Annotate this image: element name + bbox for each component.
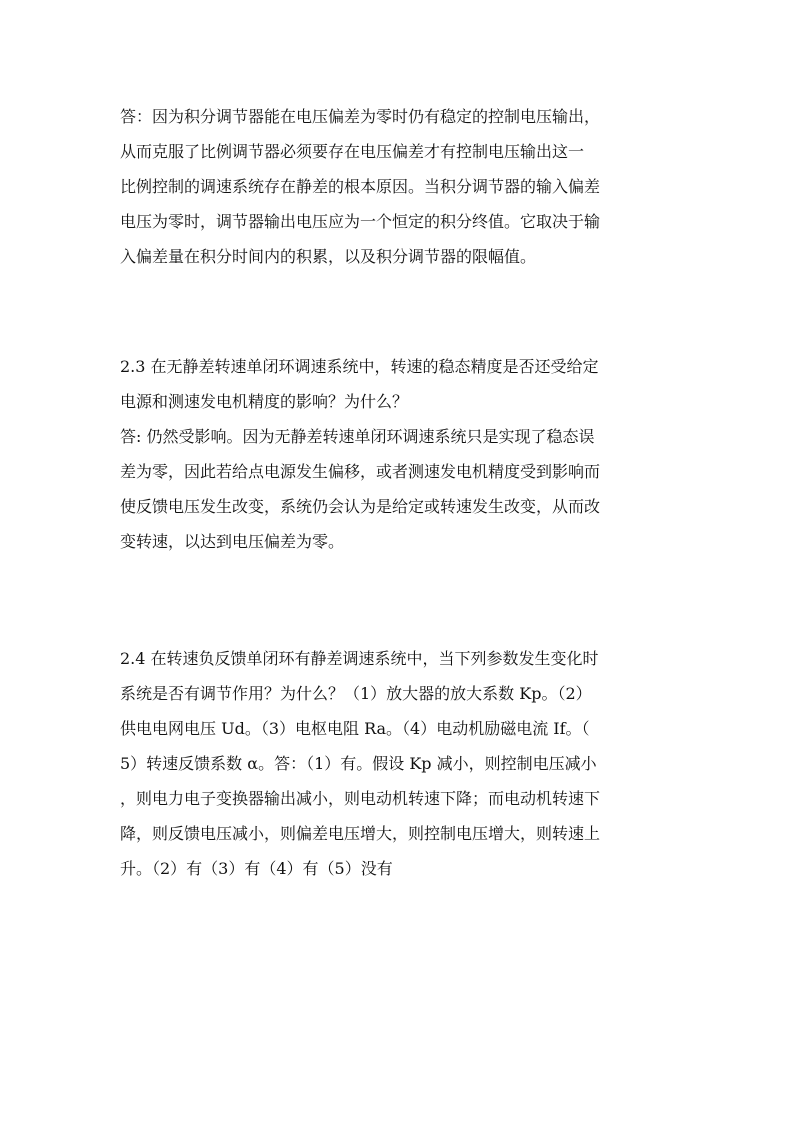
text-line: 从而克服了比例调节器必须要存在电压偏差才有控制电压输出这一: [120, 142, 585, 161]
text-line: 差为零，因此若给点电源发生偏移，或者测速发电机精度受到影响而: [120, 462, 601, 481]
text-line: 答: 仍然受影响。因为无静差转速单闭环调速系统只是实现了稳态误: [120, 427, 595, 446]
text-line: 电源和测速发电机精度的影响？为什么？: [120, 392, 409, 411]
text-line: 系统是否有调节作用？为什么？（1）放大器的放大系数 Kp。（2）: [120, 684, 592, 703]
text-line: 降，则反馈电压减小，则偏差电压增大，则控制电压增大，则转速上: [120, 824, 601, 843]
text-line: 升。（2）有（3）有（4）有（5）没有: [120, 859, 393, 878]
text-line: ，则电力电子变换器输出减小，则电动机转速下降；而电动机转速下: [120, 789, 601, 808]
text-line: 入偏差量在积分时间内的积累，以及积分调节器的限幅值。: [120, 247, 537, 266]
text-line: 比例控制的调速系统存在静差的根本原因。当积分调节器的输入偏差: [120, 177, 601, 196]
text-line: 5）转速反馈系数 α。答：（1）有。假设 Kp 减小，则控制电压减小: [120, 754, 597, 773]
text-line: 使反馈电压发生改变，系统仍会认为是给定或转速发生改变，从而改: [120, 497, 601, 516]
text-line: 变转速，以达到电压偏差为零。: [120, 532, 345, 551]
text-line: 供电电网电压 Ud。（3）电枢电阻 Ra。（4）电动机励磁电流 If。（: [120, 719, 590, 738]
text-line: 电压为零时，调节器输出电压应为一个恒定的积分终值。它取决于输: [120, 212, 601, 231]
text-line: 2.4 在转速负反馈单闭环有静差调速系统中，当下列参数发生变化时: [120, 649, 599, 668]
text-line: 2.3 在无静差转速单闭环调速系统中，转速的稳态精度是否还受给定: [120, 357, 599, 376]
text-line: 答：因为积分调节器能在电压偏差为零时仍有稳定的控制电压输出，: [120, 107, 601, 126]
